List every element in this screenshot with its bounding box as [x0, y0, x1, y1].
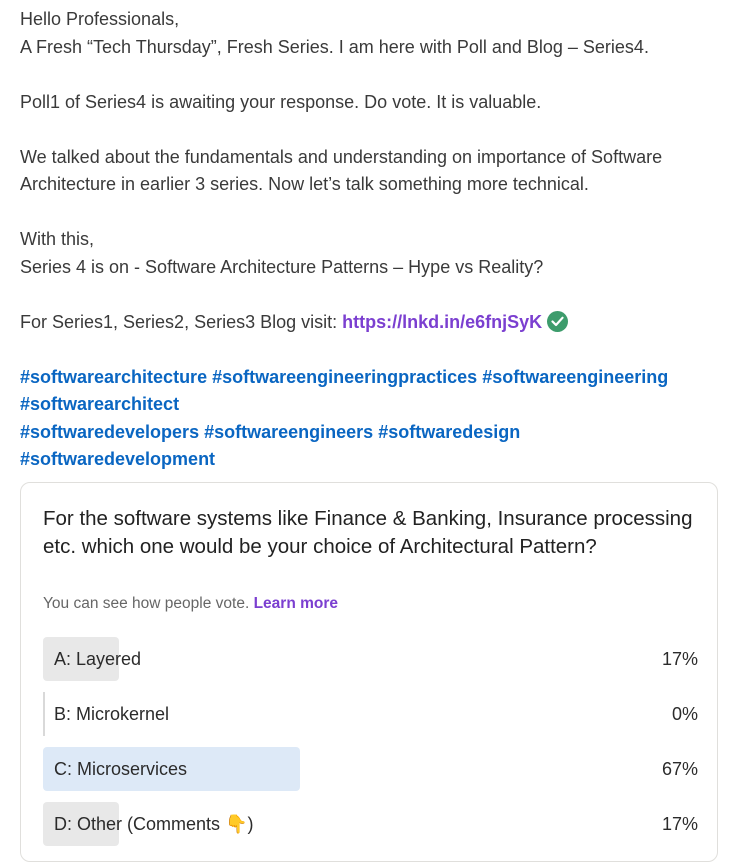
- post-poll-call: Poll1 of Series4 is awaiting your response. Do vote. It is valuable.: [20, 91, 542, 112]
- poll-option-percent: 17%: [661, 814, 698, 834]
- poll-question: For the software systems like Finance & Banking, Insurance processing etc. which one would be your choice of Architectural Pattern?: [43, 507, 693, 558]
- poll-option-label: C: Microservices: [54, 759, 188, 779]
- blog-link[interactable]: https://lnkd.in/e6fnjSyK: [342, 311, 543, 332]
- hashtag-link[interactable]: #softwaredevelopment: [20, 449, 216, 469]
- poll-option-percent: 67%: [661, 759, 698, 779]
- hashtag-link[interactable]: #softwareengineering: [482, 366, 669, 387]
- poll-option-a[interactable]: [43, 637, 698, 681]
- poll-option-percent: 0%: [671, 704, 698, 724]
- hashtag-link[interactable]: #softwarearchitect: [20, 394, 180, 414]
- post-context: We talked about the fundamentals and understanding on importance of Software Architecture in earlier 3 series. Now let’s talk something more technical.: [20, 146, 663, 194]
- post-greeting: Hello Professionals,: [20, 9, 180, 29]
- learn-more-link[interactable]: Learn more: [253, 595, 338, 612]
- hashtag-link[interactable]: #softwaredesign: [378, 421, 521, 442]
- poll-option-c[interactable]: [43, 747, 698, 791]
- blog-prefix: For Series1, Series2, Series3 Blog visit:: [20, 311, 343, 332]
- post-blog-line: [20, 309, 720, 337]
- poll-option-d[interactable]: [43, 802, 698, 846]
- hashtag-link[interactable]: #softwareengineers: [204, 421, 374, 442]
- hashtag-link[interactable]: #softwaredevelopers: [20, 421, 200, 442]
- poll-option-label: A: Layered: [54, 649, 142, 669]
- poll-option-b[interactable]: [43, 692, 698, 736]
- poll-note: [43, 595, 338, 613]
- poll-card: [20, 482, 718, 862]
- poll-option-label: B: Microkernel: [54, 704, 170, 724]
- post-intro: A Fresh “Tech Thursday”, Fresh Series. I am here with Poll and Blog – Series4.: [20, 36, 649, 57]
- hashtag-list: [20, 364, 720, 474]
- hashtag-link[interactable]: #softwarearchitecture: [20, 366, 208, 387]
- poll-option-label: D: Other (Comments 👇): [54, 814, 254, 834]
- poll-option-bar: [43, 692, 45, 736]
- poll-note-text: You can see how people vote.: [43, 595, 250, 612]
- check-circle-icon: [547, 311, 568, 332]
- post-body: [20, 6, 720, 474]
- post-series-title: Series 4 is on - Software Architecture Patterns – Hype vs Reality?: [20, 256, 544, 277]
- hashtag-link[interactable]: #softwareengineeringpractices: [212, 366, 478, 387]
- poll-option-percent: 17%: [661, 649, 698, 669]
- post-with-this: With this,: [20, 229, 95, 249]
